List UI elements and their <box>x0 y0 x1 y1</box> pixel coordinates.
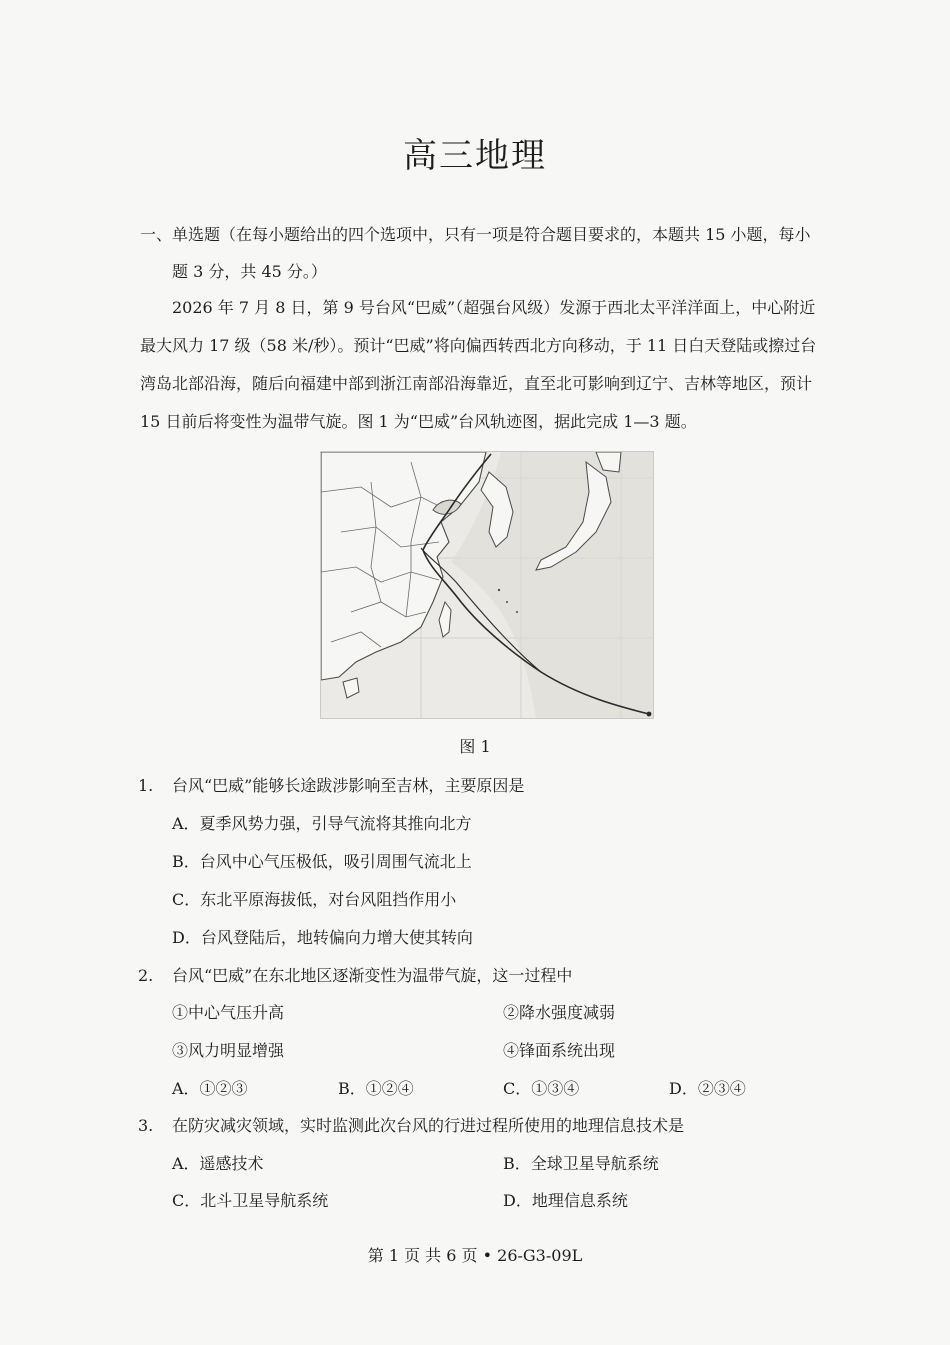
statement-2: ②降水强度减弱 <box>503 1003 616 1022</box>
option-c: C．北斗卫星导航系统 <box>172 1191 329 1210</box>
option-d: D．台风登陆后，地转偏向力增大使其转向 <box>172 928 473 947</box>
statement-3: ③风力明显增强 <box>172 1041 285 1060</box>
question-number: 3. <box>138 1116 154 1135</box>
option-b: B．①②④ <box>338 1079 414 1098</box>
question-number: 2. <box>138 966 154 985</box>
option-a: A．①②③ <box>172 1079 248 1098</box>
option-b: B．台风中心气压极低，吸引周围气流北上 <box>172 852 472 871</box>
option-d: D．②③④ <box>669 1079 746 1098</box>
figure-caption: 图 1 <box>459 737 491 756</box>
passage-line: 最大风力 17 级（58 米/秒）。预计“巴威”将向偏西转西北方向移动，于 11 日白天登陆或擦过台 <box>140 336 817 355</box>
option-a: A．夏季风势力强，引导气流将其推向北方 <box>172 814 472 833</box>
option-c: C．①③④ <box>503 1079 580 1098</box>
option-a: A．遥感技术 <box>172 1154 264 1173</box>
passage-line: 15 日前后将变性为温带气旋。图 1 为“巴威”台风轨迹图，据此完成 1—3 题。 <box>140 412 697 431</box>
typhoon-track-map <box>320 451 654 719</box>
statement-4: ④锋面系统出现 <box>503 1041 616 1060</box>
question-text: 在防灾减灾领域，实时监测此次台风的行进过程所使用的地理信息技术是 <box>172 1116 685 1135</box>
passage-line: 湾岛北部沿海，随后向福建中部到浙江南部沿海靠近，直至北可影响到辽宁、吉林等地区，预计 <box>140 374 813 393</box>
section-heading: 一、单选题（在每小题给出的四个选项中，只有一项是符合题目要求的，本题共 15 小题，每小 <box>140 225 811 244</box>
option-b: B．全球卫星导航系统 <box>503 1154 659 1173</box>
statement-1: ①中心气压升高 <box>172 1003 285 1022</box>
section-heading-cont: 题 3 分，共 45 分。） <box>172 262 327 281</box>
question-number: 1. <box>138 776 154 795</box>
question-text: 台风“巴威”能够长途跋涉影响至吉林，主要原因是 <box>172 776 525 795</box>
page-footer: 第 1 页 共 6 页 • 26-G3-09L <box>367 1246 583 1265</box>
map-graphic <box>321 452 653 718</box>
option-c: C．东北平原海拔低，对台风阻挡作用小 <box>172 890 457 909</box>
question-text: 台风“巴威”在东北地区逐渐变性为温带气旋，这一过程中 <box>172 966 573 985</box>
passage-line: 2026 年 7 月 8 日，第 9 号台风“巴威”（超强台风级）发源于西北太平洋洋面上，中心附近 <box>172 298 816 317</box>
page-title: 高三地理 <box>403 136 547 176</box>
option-d: D．地理信息系统 <box>503 1191 628 1210</box>
